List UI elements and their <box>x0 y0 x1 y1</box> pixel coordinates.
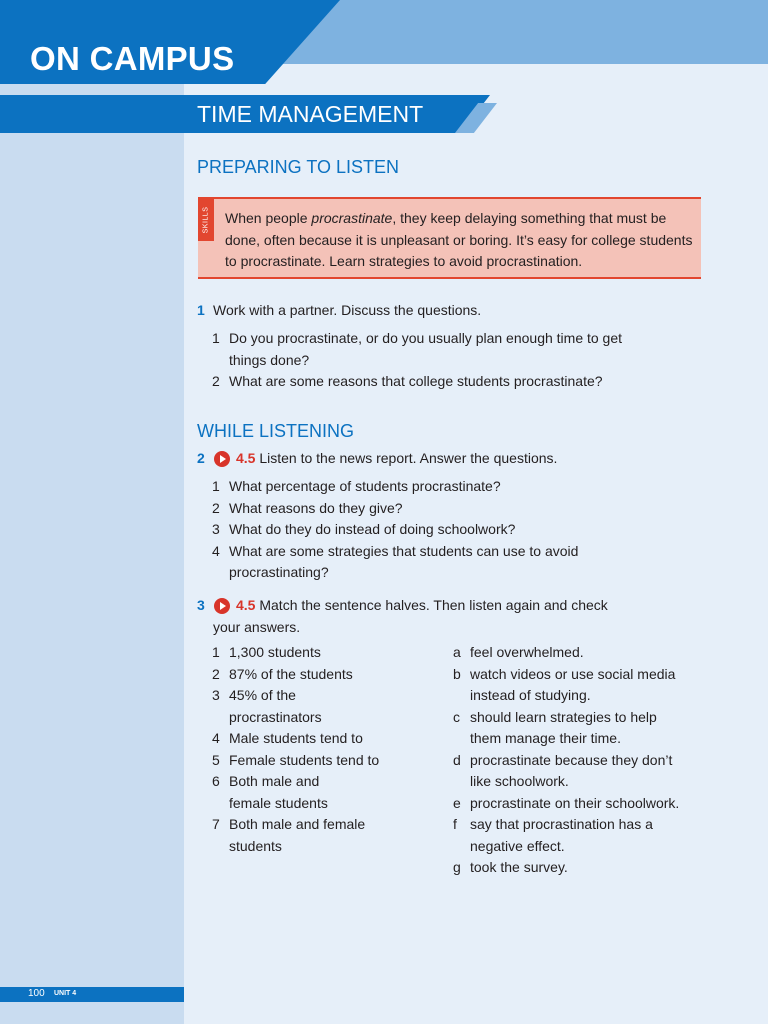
item-text: Female students tend to <box>229 751 380 768</box>
item-number: 1 <box>212 330 220 346</box>
item-number: 5 <box>212 751 220 768</box>
item-text: watch videos or use social media instead of studying. <box>470 665 676 703</box>
exercise-2-instruction <box>236 448 557 470</box>
list-item <box>212 814 389 857</box>
item-number: 1 <box>212 478 220 494</box>
match-right-column <box>453 642 703 879</box>
list-item <box>453 814 685 857</box>
list-item <box>212 728 387 750</box>
item-text: feel overwhelmed. <box>470 644 584 660</box>
item-text: should learn strategies to help them manage their time. <box>470 708 657 746</box>
list-item <box>453 793 703 815</box>
item-text: What reasons do they give? <box>229 499 403 516</box>
item-number: 4 <box>212 730 220 746</box>
item-number: 2 <box>212 373 220 389</box>
item-number: 4 <box>212 542 220 559</box>
item-text: took the survey. <box>470 859 568 875</box>
item-number: 6 <box>212 773 220 789</box>
exercise-1-instruction: Work with a partner. Discuss the questions. <box>213 302 482 318</box>
item-text: What are some reasons that college students procrastinate? <box>229 373 603 389</box>
list-item <box>212 771 339 814</box>
item-text: 87% of the students <box>229 665 353 682</box>
exercise-1-questions <box>212 328 662 393</box>
list-item <box>212 664 387 686</box>
exercise-2-number: 2 <box>197 450 205 466</box>
item-text: 45% of the procrastinators <box>229 687 322 725</box>
list-item <box>212 371 662 393</box>
item-letter: g <box>453 859 461 875</box>
skills-text <box>225 208 695 273</box>
item-text: What percentage of students procrastinate? <box>229 478 501 494</box>
skills-tag <box>198 199 214 241</box>
item-letter: b <box>453 665 461 682</box>
item-number: 3 <box>212 687 220 703</box>
skills-text-part: When people <box>225 210 312 226</box>
instruction-text: Listen to the news report. Answer the questions. <box>255 450 558 466</box>
list-item <box>453 707 685 750</box>
audio-track-ref[interactable]: 4.5 <box>236 597 256 613</box>
item-text: procrastinate because they don’t like schoolwork. <box>470 751 673 789</box>
item-text: Both male and female students <box>229 773 328 811</box>
list-item <box>212 685 339 728</box>
list-item <box>212 476 652 498</box>
unit-label: UNIT 4 <box>54 990 77 997</box>
skills-text-part: , they keep delaying something that must be done, often because it is unpleasant or boring. It’s easy for college students to procrastinate. Learn strategies to avoid procrastination. <box>225 210 693 269</box>
list-item <box>453 750 695 793</box>
item-letter: f <box>453 816 457 832</box>
item-letter: e <box>453 794 461 811</box>
item-text: procrastinate on their schoolwork. <box>470 794 680 811</box>
item-number: 2 <box>212 499 220 516</box>
list-item <box>212 642 387 664</box>
instruction-text: Match the sentence halves. Then listen again and check your answers. <box>213 597 608 635</box>
exercise-1-number: 1 <box>197 302 205 318</box>
preparing-heading: PREPARING TO LISTEN <box>197 157 400 177</box>
item-number: 2 <box>212 665 220 682</box>
item-text: What are some strategies that students can use to avoid procrastinating? <box>229 542 579 580</box>
skills-text-term: procrastinate <box>311 210 393 226</box>
item-letter: c <box>453 708 460 725</box>
section-title: ON CAMPUS <box>30 40 235 77</box>
exercise-2-questions <box>212 476 652 584</box>
item-text: What do they do instead of doing schoolwork? <box>229 521 516 537</box>
item-number: 1 <box>212 644 220 660</box>
page-number: 100 <box>28 988 45 999</box>
list-item <box>212 519 652 541</box>
item-letter: d <box>453 751 461 768</box>
item-text: 1,300 students <box>229 644 321 660</box>
list-item <box>212 498 652 520</box>
item-text: Do you procrastinate, or do you usually plan enough time to get things done? <box>229 330 623 368</box>
item-number: 7 <box>212 816 220 832</box>
while-listening-heading: WHILE LISTENING <box>197 421 355 441</box>
exercise-3-number: 3 <box>197 597 205 613</box>
item-text: Male students tend to <box>229 730 363 746</box>
play-audio-icon[interactable] <box>214 451 230 467</box>
list-item <box>453 664 703 707</box>
skills-tag-label: SKILLS <box>202 206 210 234</box>
left-margin-column <box>0 0 184 1024</box>
list-item <box>453 642 703 664</box>
audio-track-ref[interactable]: 4.5 <box>236 450 256 466</box>
list-item <box>453 857 703 879</box>
item-number: 3 <box>212 521 220 537</box>
item-text: Both male and female students <box>229 816 366 854</box>
item-text: say that procrastination has a negative effect. <box>470 816 653 854</box>
list-item <box>212 328 662 371</box>
skills-box <box>198 197 701 279</box>
lesson-title: TIME MANAGEMENT <box>197 101 424 127</box>
list-item <box>212 750 387 772</box>
item-letter: a <box>453 644 461 660</box>
list-item <box>212 541 652 584</box>
exercise-3-instruction <box>213 595 633 638</box>
match-left-column <box>212 642 387 857</box>
